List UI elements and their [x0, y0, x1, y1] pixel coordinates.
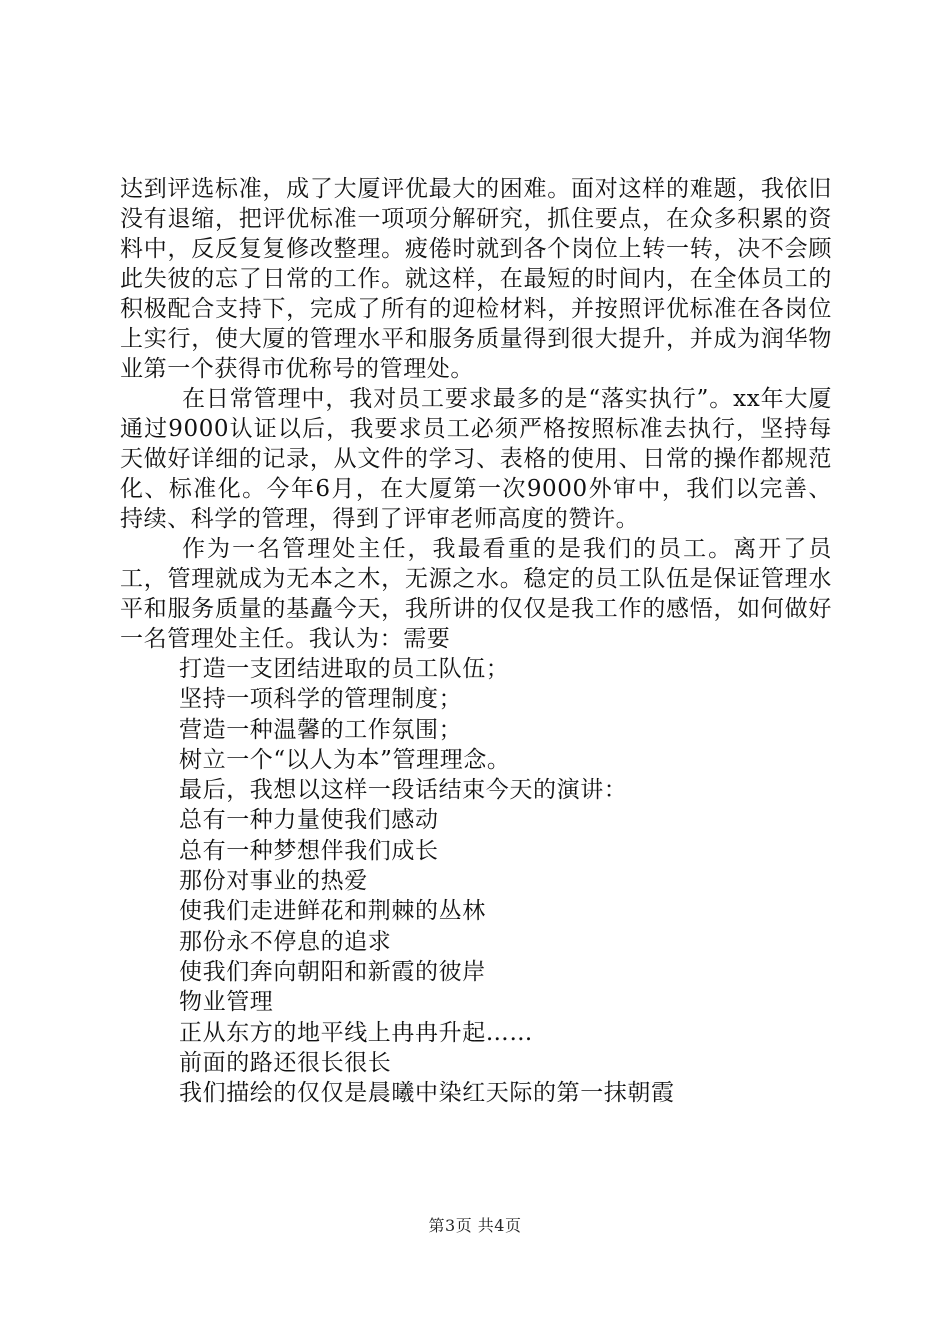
text-line: 最后，我想以这样一段话结束今天的演讲：: [179, 777, 628, 804]
poem-line: 物业管理: [179, 989, 274, 1016]
poem-line: 使我们走进鲜花和荆棘的丛林: [179, 898, 486, 925]
poem-line: 正从东方的地平线上冉冉升起……: [179, 1019, 533, 1046]
paragraph-continuation: 达到评选标准，成了大厦评优最大的困难。面对这样的难题，我依旧没有退缩，把评优标准一项项分解研究，抓住要点，在众多积累的资料中，反反复复修改整理。疲倦时就到各个岗位上转一转，决不会顾此失彼的忘了日常的工作。就这样，在最短的时间内，在全体员工的积极配合支持下，完成了所有的迎检材料，并按照评优标准在各岗位上实行，使大厦的管理水平和服务质量得到很大提升，并成为润华物业第一个获得市优称号的管理处。: [120, 176, 832, 382]
poem-line: 那份永不停息的追求: [179, 928, 392, 955]
paragraph-daily-management: 在日常管理中，我对员工要求最多的是“落实执行”。xx年大厦通过9000认证以后，我要求员工必须严格按照标准去执行，坚持每天做好详细的记录，从文件的学习、表格的使用、日常的操作都规范化、标准化。今年6月，在大厦第一次9000外审中，我们以完善、持续、科学的管理，得到了评审老师高度的赞许。: [120, 386, 832, 532]
poem-line: 我们描绘的仅仅是晨曦中染红天际的第一抹朝霞: [179, 1080, 675, 1107]
paragraph-staff: 作为一名管理处主任，我最看重的是我们的员工。离开了员工，管理就成为无本之木，无源之水。稳定的员工队伍是保证管理水平和服务质量的基矗今天，我所讲的仅仅是我工作的感悟，如何做好一名管理处主任。我认为：需要: [120, 536, 832, 652]
text-line: 打造一支团结进取的员工队伍；: [179, 656, 510, 682]
poem-line: 总有一种梦想伴我们成长: [179, 837, 439, 864]
poem-line: 那份对事业的热爱: [179, 868, 368, 895]
document-body: [120, 174, 832, 1108]
poem-line: 总有一种力量使我们感动: [179, 807, 439, 834]
text-line: 营造一种温馨的工作氛围；: [179, 716, 463, 743]
page-number-footer: 第3页 共4页: [428, 1216, 522, 1235]
poem-line: 使我们奔向朝阳和新霞的彼岸: [179, 958, 486, 985]
text-line: 坚持一项科学的管理制度；: [179, 686, 463, 713]
text-line: 树立一个“以人为本”管理理念。: [179, 746, 511, 773]
poem-line: 前面的路还很长很长: [179, 1049, 392, 1076]
